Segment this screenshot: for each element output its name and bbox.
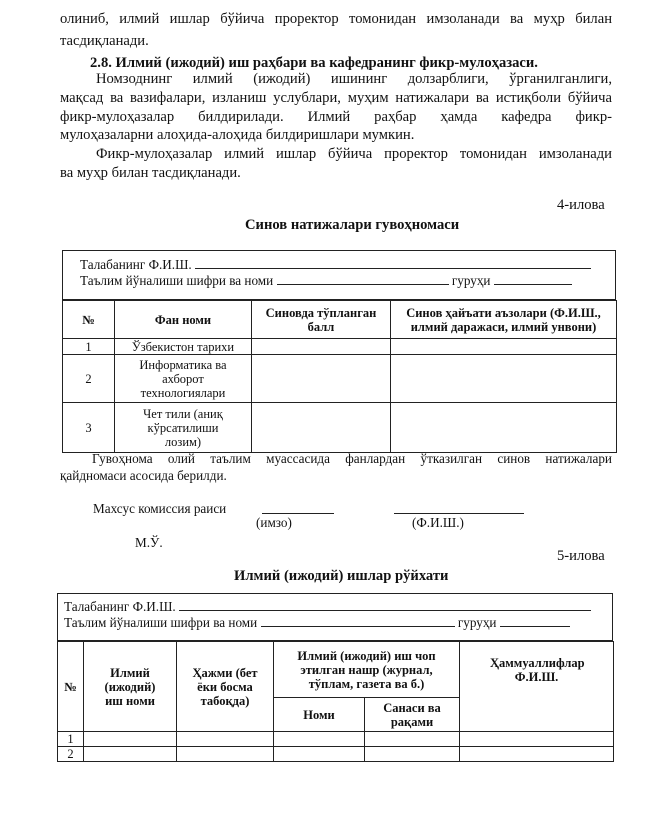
- appendix4-name-label: (Ф.И.Ш.): [412, 515, 464, 530]
- appendix4-row-members: [391, 355, 617, 403]
- appendix5-direction-blank: [261, 615, 455, 627]
- appendix4-header-score: Синовда тўпланган балл: [252, 301, 391, 339]
- appendix4-group-blank: [494, 273, 572, 285]
- appendix4-student-blank: [195, 257, 591, 269]
- appendix5-label: 5-илова: [557, 548, 605, 564]
- appendix5-table: [57, 641, 614, 762]
- appendix5-row-pub-name: [274, 732, 365, 747]
- appendix4-note-line-2: қайдномаси асосида берилди.: [60, 468, 227, 483]
- appendix5-student-row: [64, 599, 591, 615]
- appendix5-header-work-name: Илмий (ижодий) иш номи: [84, 642, 177, 732]
- appendix4-row-members: [391, 339, 617, 355]
- intro-line-2: тасдиқланади.: [60, 33, 149, 49]
- appendix5-header-volume: Ҳажми (бет ёки босма табоқда): [177, 642, 274, 732]
- appendix4-signature-line: [262, 513, 334, 514]
- appendix4-table-row: [63, 355, 617, 403]
- appendix4-direction-row: [80, 273, 572, 289]
- appendix5-row-work-name: [84, 747, 177, 762]
- appendix4-row-members: [391, 403, 617, 453]
- appendix5-header-num: №: [58, 642, 84, 732]
- appendix5-row-pub-date: [365, 747, 460, 762]
- appendix4-table-row: [63, 339, 617, 355]
- appendix5-row-num: 2: [58, 747, 84, 762]
- appendix5-header-pub-date: Санаси ва рақами: [365, 698, 460, 732]
- section-para1-line4: мулоҳазаларни алоҳида-алоҳида билдиришлари мумкин.: [60, 127, 415, 143]
- appendix5-row-coauthors: [460, 732, 614, 747]
- appendix5-row-work-name: [84, 732, 177, 747]
- appendix4-direction-label: Таълим йўналиши шифри ва номи: [80, 273, 274, 288]
- appendix4-row-num: 2: [63, 355, 115, 403]
- appendix4-stamp-label: М.Ў.: [135, 535, 163, 550]
- appendix4-row-subject: Информатика ва ахборот технологиялари: [115, 355, 252, 403]
- appendix5-header-coauthors: Ҳаммуаллифлар Ф.И.Ш.: [460, 642, 614, 732]
- appendix4-label: 4-илова: [557, 197, 605, 213]
- section-para2-line2: ва муҳр билан тасдиқланади.: [60, 165, 241, 181]
- appendix4-title: Синов натижалари гувоҳномаси: [245, 217, 460, 233]
- appendix5-title: Илмий (ижодий) ишлар рўйхати: [234, 568, 449, 584]
- appendix4-row-num: 3: [63, 403, 115, 453]
- section-heading: 2.8. Илмий (ижодий) иш раҳбари ва кафедранинг фикр-мулоҳазаси.: [90, 55, 538, 71]
- appendix4-row-score: [252, 403, 391, 453]
- appendix4-note-line-1: Гувоҳнома олий таълим муассасида фанлардан ўтказилган синов натижалари: [92, 451, 612, 466]
- appendix5-group-label: гуруҳи: [457, 615, 497, 630]
- appendix5-row-volume: [177, 747, 274, 762]
- appendix4-table: [62, 300, 617, 453]
- appendix4-header-members: Синов ҳайъати аъзолари (Ф.И.Ш., илмий даражаси, илмий унвони): [391, 301, 617, 339]
- appendix4-direction-blank: [277, 273, 449, 285]
- appendix5-row-pub-date: [365, 732, 460, 747]
- appendix4-header-row: [63, 301, 617, 339]
- appendix4-row-subject: Ўзбекистон тарихи: [115, 339, 252, 355]
- section-para1-line1: Номзоднинг илмий (ижодий) ишининг долзарблиги, ўрганилганлиги,: [96, 71, 612, 87]
- appendix5-direction-label: Таълим йўналиши шифри ва номи: [64, 615, 258, 630]
- appendix5-row-volume: [177, 732, 274, 747]
- appendix4-row-num: 1: [63, 339, 115, 355]
- appendix4-header-num: №: [63, 301, 115, 339]
- appendix4-student-label: Талабанинг Ф.И.Ш.: [80, 257, 192, 272]
- appendix5-table-row: [58, 732, 614, 747]
- intro-line-1: олиниб, илмий ишлар бўйича проректор томонидан имзоланади ва муҳр билан: [60, 11, 612, 27]
- appendix5-table-row: [58, 747, 614, 762]
- appendix5-group-blank: [500, 615, 570, 627]
- appendix5-student-blank: [179, 599, 591, 611]
- section-para1-line3: фикр-мулоҳазалар билдирилади. Илмий раҳбар ҳамда кафедра фикр-: [60, 109, 612, 125]
- appendix4-signature-label: (имзо): [256, 515, 292, 530]
- appendix5-header-row: [58, 642, 614, 698]
- appendix4-table-row: [63, 403, 617, 453]
- appendix5-student-label: Талабанинг Ф.И.Ш.: [64, 599, 176, 614]
- appendix4-name-line: [394, 513, 524, 514]
- appendix4-row-score: [252, 339, 391, 355]
- section-para1-line2: мақсад ва вазифалари, изланиш услублари, муҳим натижалари ва истиқболи бўйича: [60, 90, 612, 106]
- appendix4-row-subject: Чет тили (аниқ кўрсатилиши лозим): [115, 403, 252, 453]
- section-para2-line1: Фикр-мулоҳазалар илмий ишлар бўйича проректор томонидан имзоланади: [96, 146, 612, 162]
- appendix5-header-pub-name: Номи: [274, 698, 365, 732]
- appendix4-student-row: [80, 257, 591, 273]
- appendix5-direction-row: [64, 615, 570, 631]
- appendix5-row-coauthors: [460, 747, 614, 762]
- appendix5-row-pub-name: [274, 747, 365, 762]
- appendix5-row-num: 1: [58, 732, 84, 747]
- appendix4-header-subject: Фан номи: [115, 301, 252, 339]
- appendix4-row-score: [252, 355, 391, 403]
- appendix4-chair-label: Махсус комиссия раиси: [93, 501, 227, 516]
- appendix4-group-label: гуруҳи: [451, 273, 491, 288]
- appendix5-header-publication: Илмий (ижодий) иш чоп этилган нашр (журнал, тўплам, газета ва б.): [274, 642, 460, 698]
